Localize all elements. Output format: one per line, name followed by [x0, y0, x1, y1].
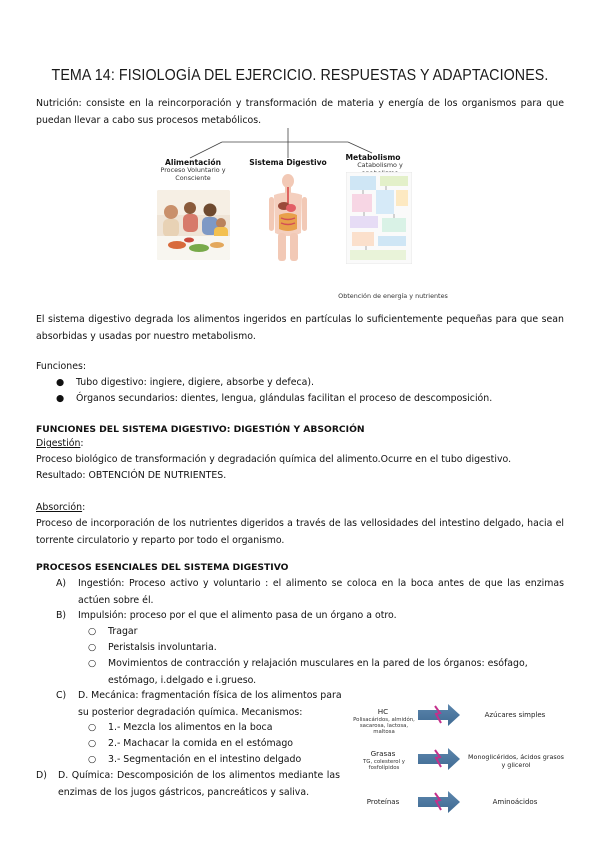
family-meal-image — [157, 190, 230, 260]
subitem-text: 3.- Segmentación en el intestino delgado — [108, 754, 302, 765]
proceso-c-marker: C) — [56, 690, 67, 701]
circle-bullet-icon: ○ — [88, 738, 97, 749]
sistema-digestivo-paragraph: El sistema digestivo degrada los alimentos ingeridos en partículas lo suficientemente pequeñas para que sean absorbidas y usadas por nuestro metabolismo. — [36, 314, 564, 342]
funciones-label: Funciones: — [36, 361, 87, 372]
nutricion-paragraph: Nutrición: consiste en la reincorporación y transformación de materia y energía de los organismos para que puedan llevar a cabo sus procesos metabólicos. — [36, 98, 564, 126]
proceso-c-subitem — [88, 720, 348, 737]
digestion-result: Resultado: OBTENCIÓN DE NUTRIENTES. — [36, 470, 227, 481]
enzyme-row3-left: Proteínas — [366, 798, 400, 806]
funciones-heading: FUNCIONES DEL SISTEMA DIGESTIVO: DIGESTIÓN Y ABSORCIÓN — [36, 424, 365, 435]
digestion-colon: : — [80, 438, 84, 449]
funciones-list-item — [56, 375, 556, 392]
diagram-caption: Obtención de energía y nutrientes — [338, 292, 448, 300]
enzyme-row1-left-sub: Polisacáridos, almidón, sacarosa, lactosa, maltosa — [353, 717, 415, 735]
funcion-text: Órganos secundarios: dientes, lengua, glándulas facilitan el proceso de descomposición. — [76, 393, 493, 404]
circle-bullet-icon: ○ — [88, 642, 97, 653]
enzyme-row3-right: Aminoácidos — [492, 798, 538, 806]
sistema-digestivo-title: Sistema Digestivo — [249, 158, 327, 167]
funcion-text: Tubo digestivo: ingiere, digiere, absorbe y defeca). — [76, 377, 314, 388]
enzyme-row1-left: HC — [377, 707, 389, 716]
digestive-system-image — [268, 173, 308, 263]
procesos-heading: PROCESOS ESENCIALES DEL SISTEMA DIGESTIVO — [36, 562, 289, 573]
alimentacion-subtitle: Proceso Voluntario y Consciente — [160, 166, 226, 182]
proceso-c-subitem — [88, 752, 348, 769]
circle-bullet-icon: ○ — [88, 722, 97, 733]
circle-bullet-icon: ○ — [88, 658, 97, 669]
proceso-b-subitem — [88, 640, 564, 657]
subitem-text: Tragar — [108, 626, 138, 637]
page-title: TEMA 14: FISIOLOGÍA DEL EJERCICIO. RESPUESTAS Y ADAPTACIONES. — [51, 67, 549, 84]
metabolism-chart-image — [346, 172, 412, 264]
proceso-c-text: D. Mecánica: fragmentación física de los alimentos para su posterior degradación química. Mecanismos: — [78, 690, 342, 718]
proceso-b-text: Impulsión: proceso por el que el alimento pasa de un órgano a otro. — [78, 610, 397, 621]
proceso-c-subitem — [88, 736, 348, 753]
subitem-text: Movimientos de contracción y relajación musculares en la pared de los órganos: esófago, estómago, i.delgado e i.grueso. — [108, 658, 528, 686]
digestion-label-row — [36, 436, 236, 453]
proceso-d-marker: D) — [36, 770, 47, 781]
bullet-icon: ● — [56, 377, 65, 388]
proceso-a-marker: A) — [56, 578, 67, 589]
enzyme-row2-left: Grasas — [370, 749, 396, 758]
subitem-text: 2.- Machacar la comida en el estómago — [108, 738, 294, 749]
absorcion-label: Absorción — [36, 502, 83, 513]
subitem-text: 1.- Mezcla los alimentos en la boca — [108, 722, 273, 733]
enzyme-row1-right: Azúcares simples — [484, 711, 546, 719]
digestion-label: Digestión — [36, 438, 81, 449]
enzyme-row2-right: Monoglicéridos, ácidos grasos y glicerol — [468, 753, 564, 769]
proceso-d-text: D. Química: Descomposición de los alimentos mediante las enzimas de los jugos gástricos, pancreáticos y saliva. — [58, 770, 340, 798]
proceso-b-marker: B) — [56, 610, 67, 621]
alimentacion-title: Alimentación — [164, 158, 222, 167]
proceso-b-subitem — [88, 624, 564, 641]
digestion-text: Proceso biológico de transformación y degradación química del alimento.Ocurre en el tubo digestivo. — [36, 454, 512, 465]
enzyme-row2-left-sub: TG, colesterol y fosfolípidos — [362, 759, 405, 771]
metabolismo-subtitle: Catabolismo y — [357, 161, 403, 169]
circle-bullet-icon: ○ — [88, 754, 97, 765]
subitem-text: Peristalsis involuntaria. — [108, 642, 217, 653]
proceso-a-text: Ingestión: Proceso activo y voluntario : el alimento se coloca en la boca antes de que las enzimas actúen sobre él. — [78, 578, 564, 606]
funciones-list-item — [56, 391, 556, 408]
proceso-b-subitem — [88, 656, 564, 689]
bullet-icon: ● — [56, 393, 65, 404]
absorcion-text: Proceso de incorporación de los nutrientes digeridos a través de las vellosidades del intestino delgado, hacia el torrente circulatorio y reparto por todo el organismo. — [36, 518, 564, 546]
absorcion-label-row — [36, 500, 236, 517]
circle-bullet-icon: ○ — [88, 626, 97, 637]
metabolismo-title: Metabolismo — [345, 153, 401, 162]
absorcion-colon: : — [82, 502, 86, 513]
